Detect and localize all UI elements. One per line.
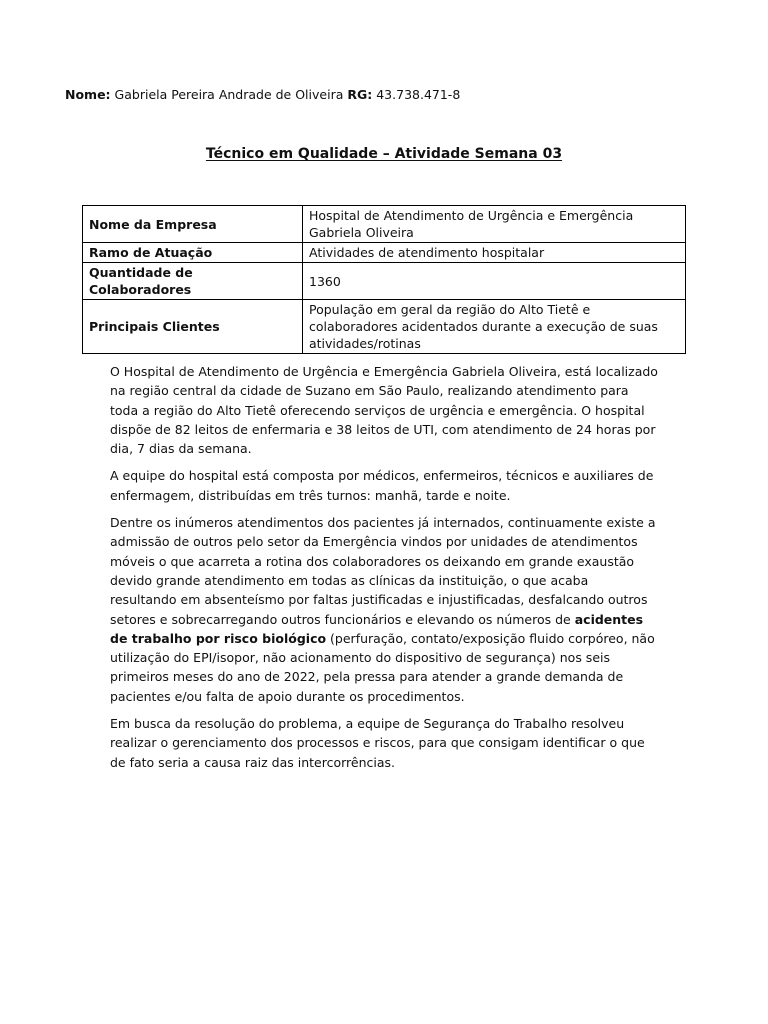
row-label-company-name: Nome da Empresa (83, 206, 303, 243)
student-header (65, 87, 460, 102)
paragraph-team: A equipe do hospital está composta por médicos, enfermeiros, técnicos e auxiliares de enfermagem, distribuídas em três turnos: manhã, tarde e noite. (110, 468, 654, 503)
table-row (83, 300, 686, 354)
table-row (83, 206, 686, 243)
paragraph-problem-text-end: (perfuração, contato/exposição fluido corpóreo, não utilização do EPI/isopor, não acionamento do dispositivo de segurança) nos seis primeiros meses do ano de 2022, pela pressa para atender a grande demanda de pacientes e/ou falta de apoio durante os procedimentos. (110, 630, 655, 704)
row-label-main-clients: Principais Clientes (83, 300, 303, 354)
row-label-business-area: Ramo de Atuação (83, 243, 303, 263)
row-value-business-area: Atividades de atendimento hospitalar (303, 243, 686, 263)
rg-label: RG: (347, 87, 373, 102)
body-text (110, 362, 658, 780)
rg-number: 43.738.471-8 (376, 87, 461, 102)
row-label-employee-count: Quantidade de Colaboradores (83, 263, 303, 300)
row-value-main-clients: População em geral da região do Alto Tietê e colaboradores acidentados durante a execução de suas atividades/rotinas (303, 300, 686, 354)
paragraph-resolution: Em busca da resolução do problema, a equipe de Segurança do Trabalho resolveu realizar o gerenciamento dos processos e riscos, para que consigam identificar o que de fato seria a causa raiz das intercorrências. (110, 716, 645, 770)
paragraph-hospital-description: O Hospital de Atendimento de Urgência e Emergência Gabriela Oliveira, está localizado na região central da cidade de Suzano em São Paulo, realizando atendimento para toda a região do Alto Tietê oferecendo serviços de urgência e emergência. O hospital dispõe de 82 leitos de enfermaria e 38 leitos de UTI, com atendimento de 24 horas por dia, 7 dias da semana. (110, 364, 658, 457)
document-title: Técnico em Qualidade – Atividade Semana 03 (205, 146, 563, 162)
company-info-table (82, 205, 686, 354)
student-name: Gabriela Pereira Andrade de Oliveira (114, 87, 344, 102)
row-value-company-name: Hospital de Atendimento de Urgência e Emergência Gabriela Oliveira (303, 206, 686, 243)
paragraph-problem-text-start: Dentre os inúmeros atendimentos dos pacientes já internados, continuamente existe a admissão de outros pelo setor da Emergência vindos por unidades de atendimentos móveis o que acarreta a rotina dos colaboradores os deixando em grande exaustão devido grande atendimento em todas as clínicas da instituição, o que acaba resultando em absenteísmo por faltas justificadas e injustificadas, desfalcando outros setores e sobrecarregando outros funcionários e elevando os números de (110, 515, 656, 627)
paragraph-problem-highlight: acidentes de trabalho por risco biológico (110, 611, 644, 646)
table-row (83, 263, 686, 300)
paragraph-problem (110, 513, 658, 706)
name-label: Nome: (65, 87, 111, 102)
row-value-employee-count: 1360 (303, 263, 686, 300)
table-row (83, 243, 686, 263)
